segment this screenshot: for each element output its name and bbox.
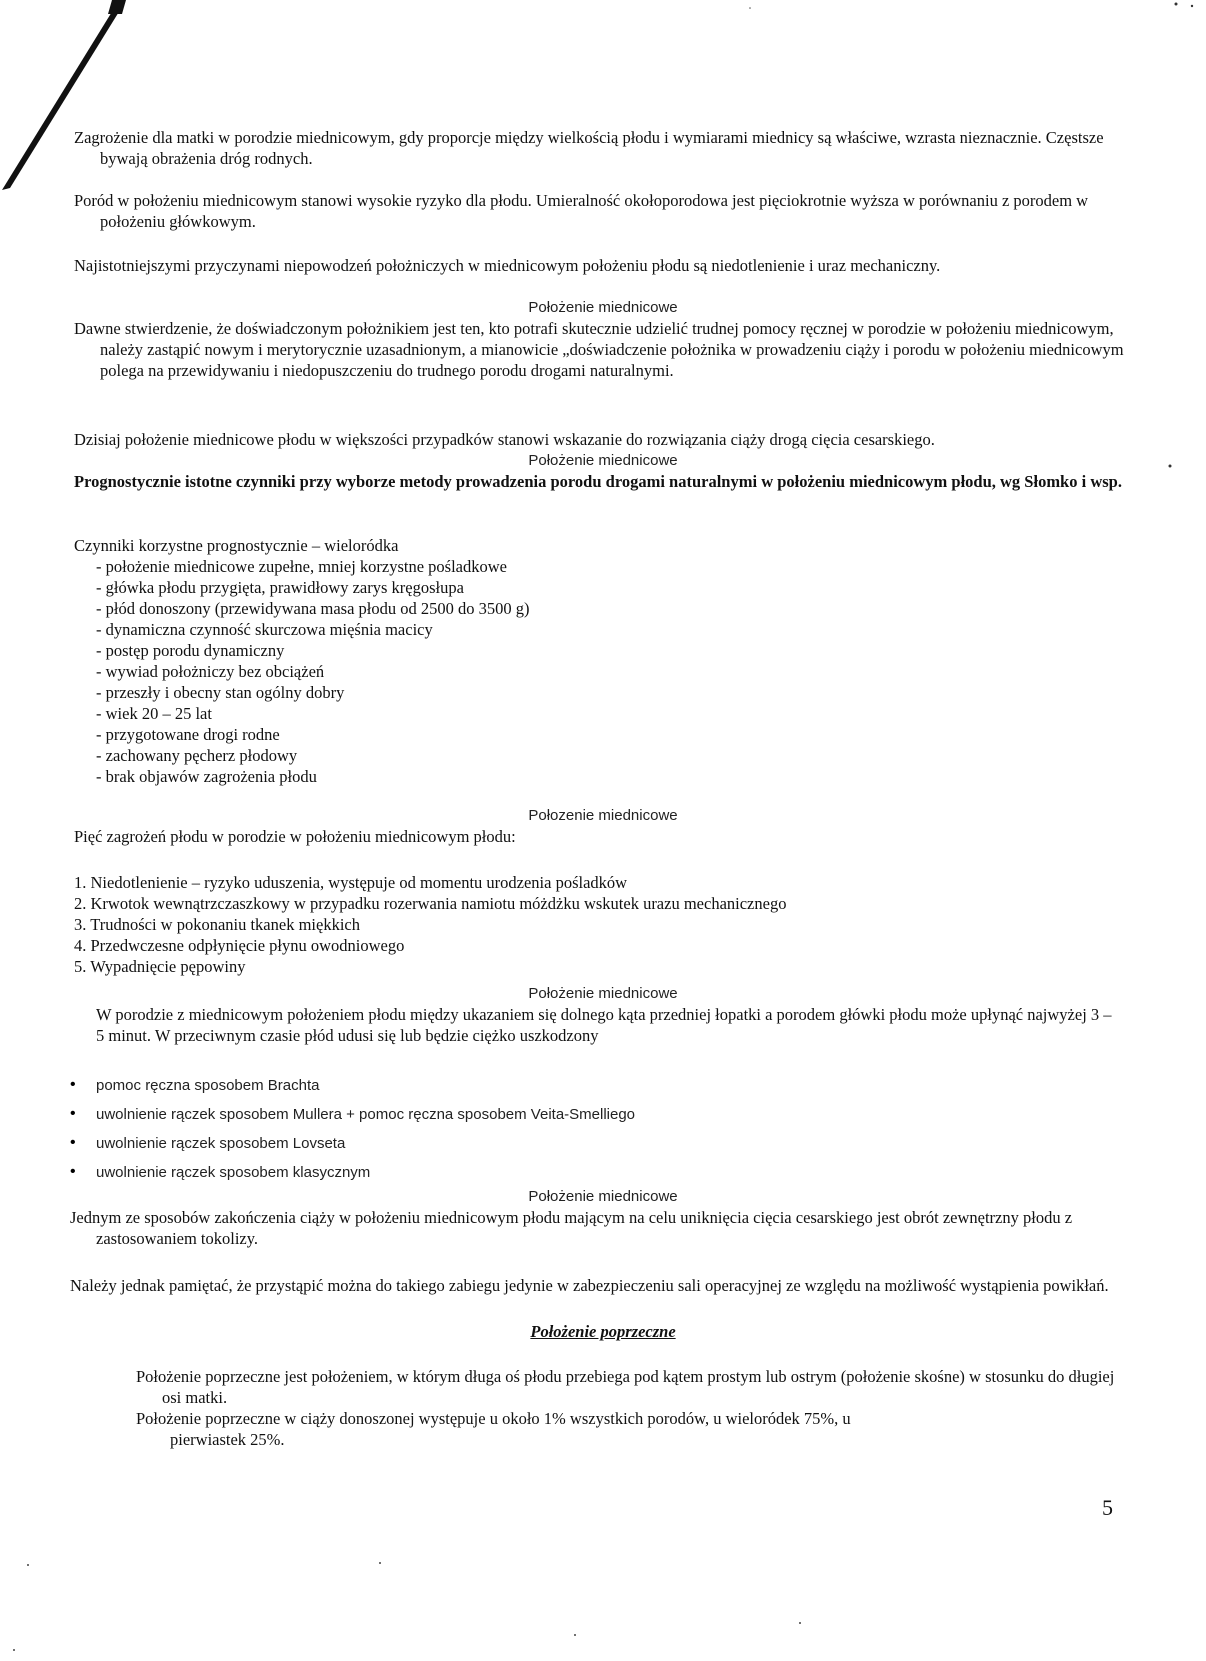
section-heading: Położenie miednicowe: [528, 1188, 678, 1205]
fetal-threats-list: [74, 872, 1124, 977]
paragraph-operating-room: Należy jednak pamiętać, że przystąpić można do takiego zabiegu jedynie w zabezpieczeniu sali operacyjnej ze względu na możliwość wystąpienia powikłań.: [70, 1276, 1109, 1295]
manual-aid-methods-list: [70, 1075, 1120, 1191]
paragraph-maternal-risk: Zagrożenie dla matki w porodzie miednicowym, gdy proporcje między wielkością płodu i wymiarami miednicy są właściwe, wzrasta nieznacznie. Częstsze bywają obrażenia dróg rodnych.: [74, 128, 1104, 168]
list-item: - położenie miednicowe zupełne, mniej korzystne pośladkowe: [96, 557, 507, 576]
list-item: • pomoc ręczna sposobem Brachta: [70, 1075, 1120, 1104]
list-item: • uwolnienie rączek sposobem Mullera + pomoc ręczna sposobem Veita-Smelliego: [70, 1104, 1120, 1133]
list-item: - przygotowane drogi rodne: [96, 725, 280, 744]
list-item: - wywiad położniczy bez obciążeń: [96, 662, 325, 681]
list-item: 5. Wypadnięcie pępowiny: [74, 957, 246, 976]
paragraph-failure-causes: Najistotniejszymi przyczynami niepowodzeń położniczych w miednicowym położeniu płodu są niedotlenienie i uraz mechaniczny.: [74, 256, 941, 275]
paragraph-transverse-definition: Położenie poprzeczne jest położeniem, w którym długa oś płodu przebiega pod kątem prostym lub ostrym (położenie skośne) w stosunku do długiej osi matki.: [136, 1367, 1115, 1407]
paragraph-cesarean-indication: Dzisiaj położenie miednicowe płodu w większości przypadków stanowi wskazanie do rozwiązania ciąży drogą cięcia cesarskiego.: [74, 430, 935, 449]
list-item: - główka płodu przygięta, prawidłowy zarys kręgosłupa: [96, 578, 464, 597]
list-item: 3. Trudności w pokonaniu tkanek miękkich: [74, 915, 360, 934]
favorable-factors-list: [74, 556, 1124, 787]
paragraph-time-limit: W porodzie z miednicowym położeniem płodu między ukazaniem się dolnego kąta przedniej łopatki a porodem główki płodu może upłynąć najwyżej 3 – 5 minut. W przeciwnym czasie płód udusi się lub będzie ciężko uszkodzony: [96, 1005, 1112, 1045]
list-item: - brak objawów zagrożenia płodu: [96, 767, 317, 786]
paragraph-fetal-risk: Poród w położeniu miednicowym stanowi wysokie ryzyko dla płodu. Umieralność okołoporodowa jest pięciokrotnie wyższa w porównaniu z porodem w położeniu główkowym.: [74, 191, 1089, 231]
section-heading: Położenie miednicowe: [528, 299, 678, 316]
paragraph-prognostic-factors: Prognostycznie istotne czynniki przy wyborze metody prowadzenia porodu drogami naturalnymi w położeniu miednicowym płodu, wg Słomko i wsp.: [74, 472, 1122, 491]
binding-stroke-mark: [0, 0, 130, 200]
list-item: • uwolnienie rączek sposobem Lovseta: [70, 1133, 1120, 1162]
section-heading: Położenie miednicowe: [528, 985, 678, 1002]
list-item: 1. Niedotlenienie – ryzyko uduszenia, występuje od momentu urodzenia pośladków: [74, 873, 628, 892]
list-item: - wiek 20 – 25 lat: [96, 704, 212, 723]
list-item: - postęp porodu dynamiczny: [96, 641, 285, 660]
list-item: - przeszły i obecny stan ogólny dobry: [96, 683, 345, 702]
transverse-lie-heading: Położenie poprzeczne: [530, 1322, 676, 1341]
list-item: • uwolnienie rączek sposobem klasycznym: [70, 1162, 1120, 1191]
section-heading: Położenie miednicowe: [528, 452, 678, 469]
list-item: 4. Przedwczesne odpłynięcie płynu owodniowego: [74, 936, 405, 955]
paragraph-external-version: Jednym ze sposobów zakończenia ciąży w położeniu miednicowym płodu mającym na celu uniknięcia cięcia cesarskiego jest obrót zewnętrzny płodu z zastosowaniem tokolizy.: [70, 1208, 1073, 1248]
paragraph-experienced-obstetrician: Dawne stwierdzenie, że doświadczonym położnikiem jest ten, kto potrafi skutecznie udzielić trudnej pomocy ręcznej w porodzie w położeniu miednicowym, należy zastąpić nowym i merytorycznie uzasadnionym, a mianowicie „doświadczenie położnika w prowadzeniu ciąży i porodu w położeniu miednicowym polega na przewidywaniu i niedopuszczeniu do trudnego porodu drogami naturalnymi.: [74, 319, 1124, 380]
list-item: - zachowany pęcherz płodowy: [96, 746, 298, 765]
paragraph-favorable-factors-title: Czynniki korzystne prognostycznie – wieloródka: [74, 536, 399, 555]
paragraph-transverse-incidence: Położenie poprzeczne w ciąży donoszonej występuje u około 1% wszystkich porodów, u wieloródek 75%, u pierwiastek 25%.: [136, 1409, 851, 1449]
section-heading: Połozenie miednicowe: [528, 807, 678, 824]
list-item: 2. Krwotok wewnątrzczaszkowy w przypadku rozerwania namiotu móżdżku wskutek urazu mechanicznego: [74, 894, 787, 913]
paragraph-five-threats-title: Pięć zagrożeń płodu w porodzie w położeniu miednicowym płodu:: [74, 827, 516, 846]
list-item: - płód donoszony (przewidywana masa płodu od 2500 do 3500 g): [96, 599, 530, 618]
page-number: 5: [1102, 1495, 1113, 1520]
list-item: - dynamiczna czynność skurczowa mięśnia macicy: [96, 620, 433, 639]
